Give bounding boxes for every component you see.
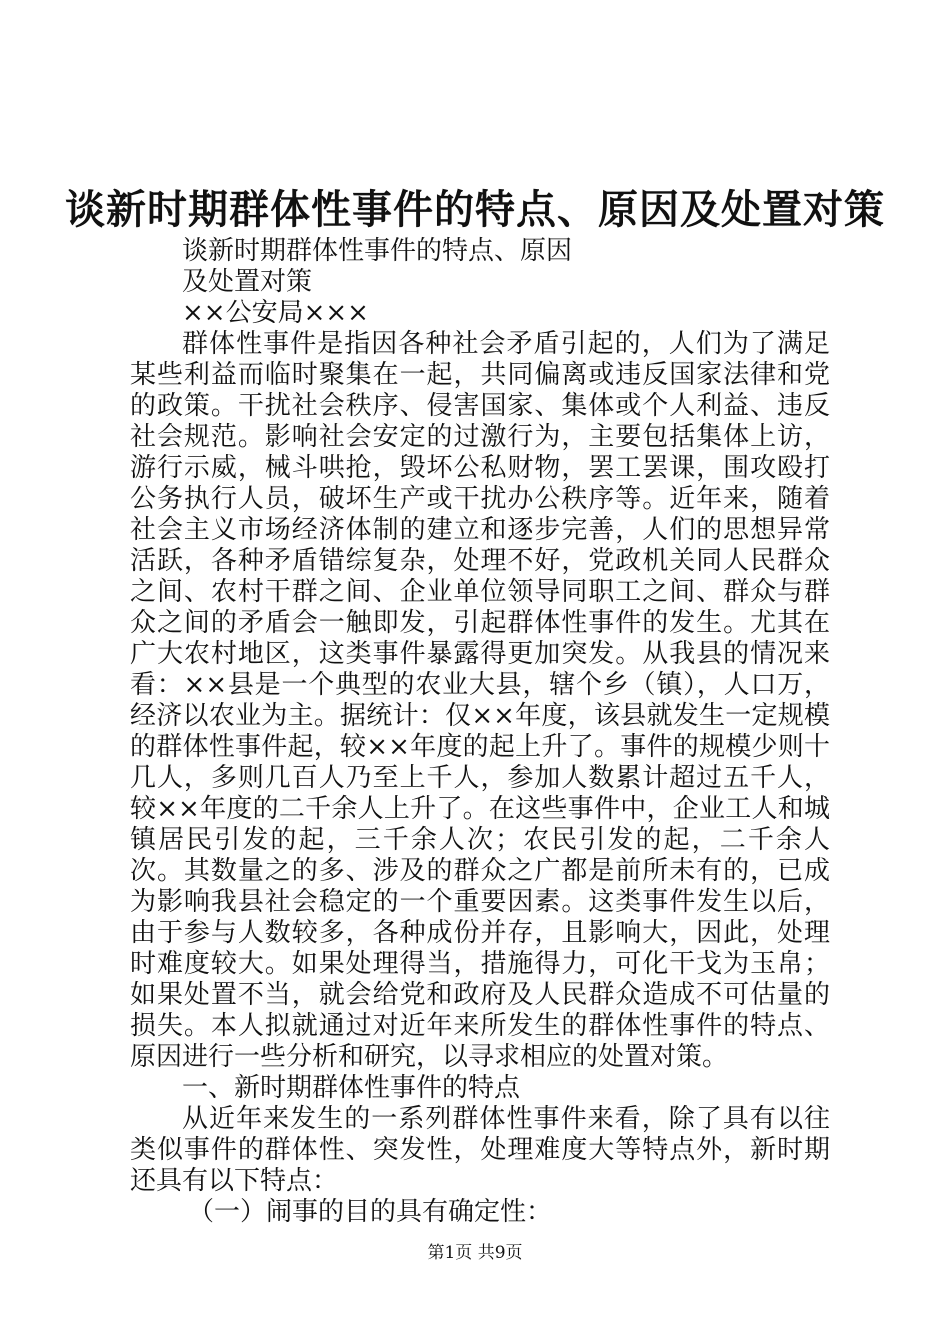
subheading: （一）闹事的目的具有确定性： bbox=[188, 1197, 553, 1227]
author-line: ××公安局××× bbox=[182, 298, 369, 328]
section-heading: 一、新时期群体性事件的特点 bbox=[182, 1073, 521, 1103]
page-footer: 第1页 共9页 bbox=[427, 1243, 523, 1263]
subtitle-line-1: 谈新时期群体性事件的特点、原因 bbox=[182, 236, 573, 266]
page-title: 谈新时期群体性事件的特点、原因及处置对策 bbox=[65, 186, 885, 233]
document-body bbox=[130, 236, 830, 1228]
subtitle-line-2: 及处置对策 bbox=[182, 267, 313, 297]
section-paragraph: 从近年来发生的一系列群体性事件来看，除了具有以往类似事件的群体性、突发性，处理难度大等特点外，新时期还具有以下特点： bbox=[130, 1104, 830, 1196]
intro-paragraph: 群体性事件是指因各种社会矛盾引起的，人们为了满足某些利益而临时聚集在一起，共同偏离或违反国家法律和党的政策。干扰社会秩序、侵害国家、集体或个人利益、违反社会规范。影响社会安定的过激行为，主要包括集体上访，游行示威，械斗哄抢，毁坏公私财物，罢工罢课，围攻殴打公务执行人员，破坏生产或干扰办公秩序等。近年来，随着社会主义市场经济体制的建立和逐步完善，人们的思想异常活跃，各种矛盾错综复杂，处理不好，党政机关同人民群众之间、农村干群之间、企业单位领导同职工之间、群众与群众之间的矛盾会一触即发，引起群体性事件的发生。尤其在广大农村地区，这类事件暴露得更加突发。从我县的情况来看：××县是一个典型的农业大县，辖个乡（镇），人口万，经济以农业为主。据统计：仅××年度，该县就发生一定规模的群体性事件起，较××年度的起上升了。事件的规模少则十几人，多则几百人乃至上千人，参加人数累计超过五千人，较××年度的二千余人上升了。在这些事件中，企业工人和城镇居民引发的起，三千余人次；农民引发的起，二千余人次。其数量之的多、涉及的群众之广都是前所未有的，已成为影响我县社会稳定的一个重要因素。这类事件发生以后，由于参与人数较多，各种成份并存，且影响大，因此，处理时难度较大。如果处理得当，措施得力，可化干戈为玉帛；如果处置不当，就会给党和政府及人民群众造成不可估量的损失。本人拟就通过对近年来所发生的群体性事件的特点、原因进行一些分析和研究，以寻求相应的处置对策。 bbox=[130, 329, 830, 1072]
